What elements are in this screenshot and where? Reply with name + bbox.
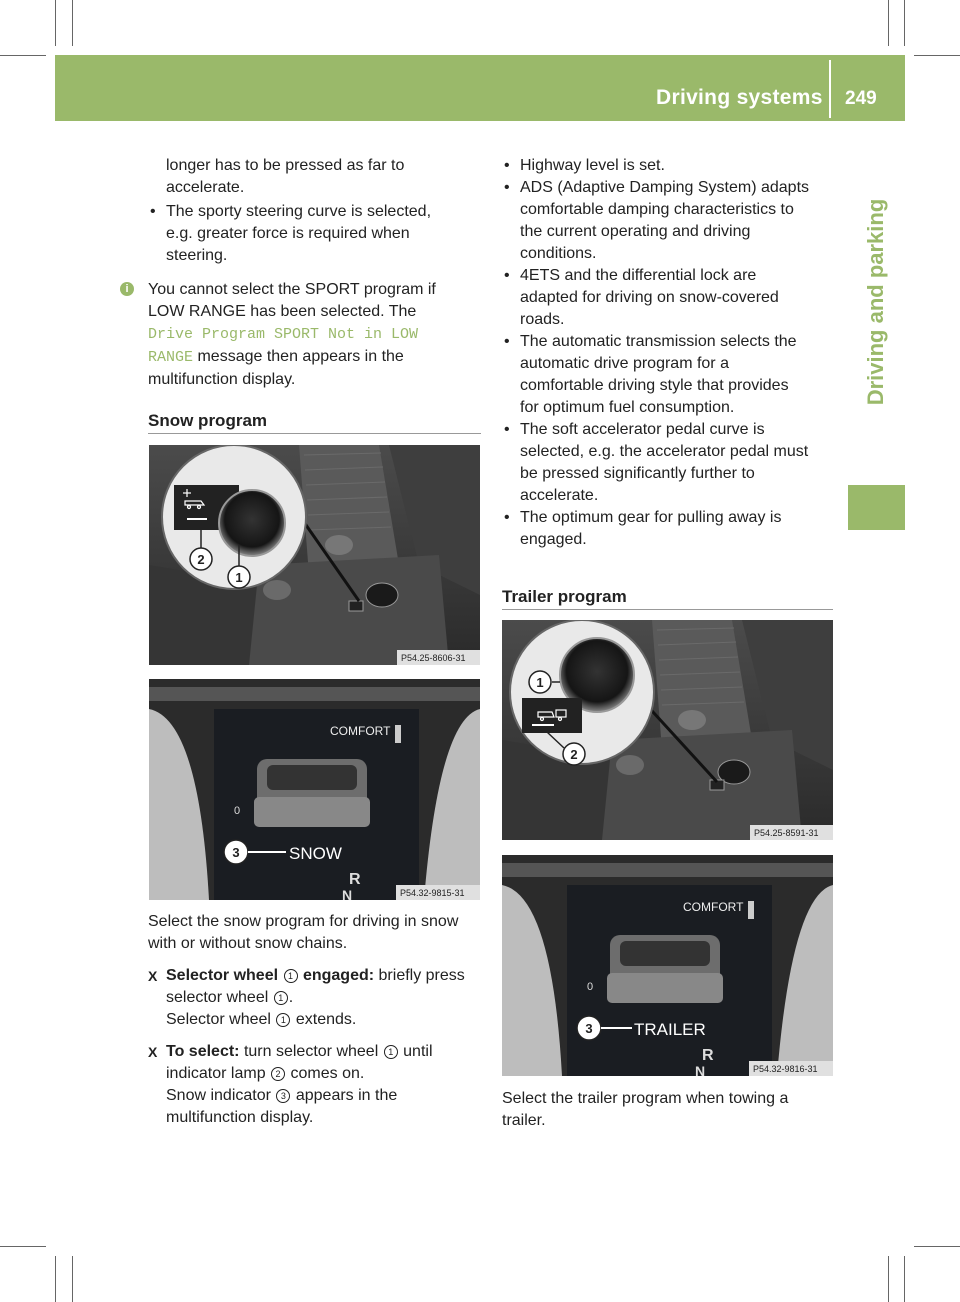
list-item-line: automatic drive program for a	[520, 355, 729, 372]
list-item-line: • The sporty steering curve is selected,	[166, 203, 432, 220]
list-item	[502, 331, 838, 419]
callout-2: 2	[570, 747, 578, 762]
callout-ref: 2	[271, 1067, 285, 1081]
right-column-top	[502, 155, 838, 551]
trailer-program-heading: Trailer program	[502, 587, 627, 606]
step-text: comes on.	[290, 1065, 365, 1082]
crop-mark	[904, 0, 905, 46]
trailer-selector-photo	[502, 620, 833, 840]
list-item-line: roads.	[520, 311, 565, 328]
paragraph-line: Select the trailer program when towing a	[502, 1090, 789, 1107]
header-separator	[829, 60, 831, 118]
step-text: until	[403, 1043, 433, 1060]
callout-ref: 1	[284, 969, 298, 983]
list-item	[148, 201, 484, 267]
list-item-line: selected, e.g. the accelerator pedal must	[520, 443, 809, 460]
info-note	[120, 279, 484, 391]
right-column-bottom	[502, 1088, 838, 1132]
chapter-marker	[848, 485, 905, 530]
step-text: selector wheel	[166, 989, 269, 1006]
selector-wheel-illustration	[149, 445, 480, 665]
level-indicator: 0	[587, 981, 594, 993]
gear-indicator: N	[695, 1063, 706, 1076]
crop-mark	[914, 55, 960, 56]
snow-selector-photo	[149, 445, 480, 665]
trailer-indicator: TRAILER	[634, 1020, 706, 1039]
snow-display-photo	[149, 679, 480, 900]
step-text: briefly press	[378, 967, 465, 984]
info-line: multifunction display.	[148, 371, 296, 388]
figure-code: P54.32-9815-31	[400, 888, 465, 898]
continued-text: accelerate.	[166, 179, 245, 196]
snow-indicator: SNOW	[289, 844, 342, 863]
crop-mark	[72, 1256, 73, 1302]
list-item	[502, 507, 838, 551]
list-item-line: conditions.	[520, 245, 597, 262]
crop-mark	[0, 1246, 46, 1247]
callout-ref: 1	[384, 1045, 398, 1059]
callout-3: 3	[585, 1021, 593, 1036]
list-item-line: • The automatic transmission selects the	[520, 333, 797, 350]
display-message: RANGE	[148, 349, 194, 366]
list-item-line: e.g. greater force is required when	[166, 225, 410, 242]
crop-mark	[888, 0, 889, 46]
figure-code: P54.32-9816-31	[753, 1064, 818, 1074]
instrument-display-illustration	[149, 679, 480, 900]
list-item	[502, 155, 838, 177]
gear-indicator: R	[349, 871, 361, 888]
list-item-line: • The soft accelerator pedal curve is	[520, 421, 765, 438]
list-item-line: steering.	[166, 247, 228, 264]
crop-mark	[55, 0, 56, 46]
left-column-bottom	[148, 911, 488, 1129]
left-column-top	[125, 155, 484, 391]
list-item-line: adapted for driving on snow-covered	[520, 289, 779, 306]
crop-mark	[55, 1256, 56, 1302]
continued-text: longer has to be pressed as far to	[166, 157, 405, 174]
display-message: Drive Program SPORT Not in LOW	[148, 326, 419, 343]
gear-indicator: N	[342, 887, 353, 900]
chapter-label: Driving and parking	[863, 198, 888, 406]
list-item-line: • Highway level is set.	[520, 157, 665, 174]
instrument-display-illustration	[502, 855, 833, 1076]
trailer-display-photo	[502, 855, 833, 1076]
instruction-step	[148, 1041, 488, 1129]
list-item-line: comfortable driving style that provides	[520, 377, 789, 394]
step-text: appears in the	[295, 1087, 398, 1104]
step-label: Selector wheel	[166, 967, 279, 984]
figure-code: P54.25-8591-31	[754, 828, 819, 838]
list-item	[502, 265, 838, 331]
drive-program-label: COMFORT	[683, 900, 744, 914]
step-text: turn selector wheel	[243, 1043, 379, 1060]
gear-indicator: R	[702, 1047, 714, 1064]
callout-3: 3	[232, 845, 240, 860]
step-text: Snow indicator	[166, 1087, 271, 1104]
callout-1: 1	[235, 570, 243, 585]
crop-mark	[904, 1256, 905, 1302]
figure-code: P54.25-8606-31	[401, 653, 466, 663]
crop-mark	[914, 1246, 960, 1247]
callout-1: 1	[536, 675, 544, 690]
callout-ref: 1	[276, 1013, 290, 1027]
list-item	[502, 419, 838, 507]
list-item-line: • The optimum gear for pulling away is	[520, 509, 782, 526]
step-text: extends.	[295, 1011, 357, 1028]
step-label: engaged:	[302, 967, 375, 984]
info-line: You cannot select the SPORT program if	[148, 281, 436, 298]
list-item	[502, 177, 838, 265]
snow-program-heading: Snow program	[148, 411, 268, 430]
callout-2: 2	[197, 552, 205, 567]
heading-rule	[148, 433, 481, 434]
drive-program-label: COMFORT	[330, 724, 391, 738]
list-item-line: accelerate.	[520, 487, 599, 504]
callout-ref: 1	[274, 991, 288, 1005]
step-text: .	[288, 989, 294, 1006]
page-number: 249	[845, 88, 877, 109]
list-item-line: be pressed significantly further to	[520, 465, 755, 482]
step-text: indicator lamp	[166, 1065, 266, 1082]
list-item-line: • 4ETS and the differential lock are	[520, 267, 757, 284]
step-label: To select:	[166, 1043, 240, 1060]
info-icon: i	[120, 282, 134, 296]
crop-mark	[0, 55, 46, 56]
paragraph-line: Select the snow program for driving in snow	[148, 913, 459, 930]
section-title: Driving systems	[656, 86, 823, 109]
info-line: message then appears in the	[193, 348, 404, 365]
crop-mark	[888, 1256, 889, 1302]
callout-ref: 3	[276, 1089, 290, 1103]
list-item-line: • ADS (Adaptive Damping System) adapts	[520, 179, 810, 196]
list-item-line: the current operating and driving	[520, 223, 751, 240]
list-item-line: engaged.	[520, 531, 587, 548]
crop-mark	[72, 0, 73, 46]
list-item-line: for optimum fuel consumption.	[520, 399, 735, 416]
step-text: multifunction display.	[166, 1109, 314, 1126]
list-item-line: comfortable damping characteristics to	[520, 201, 794, 218]
info-line: LOW RANGE has been selected. The	[148, 303, 417, 320]
selector-wheel-illustration	[502, 620, 833, 840]
instruction-step	[148, 965, 488, 1031]
heading-rule	[502, 609, 833, 610]
step-text: Selector wheel	[166, 1011, 271, 1028]
paragraph-line: with or without snow chains.	[148, 935, 348, 952]
level-indicator: 0	[234, 805, 241, 817]
paragraph-line: trailer.	[502, 1112, 546, 1129]
